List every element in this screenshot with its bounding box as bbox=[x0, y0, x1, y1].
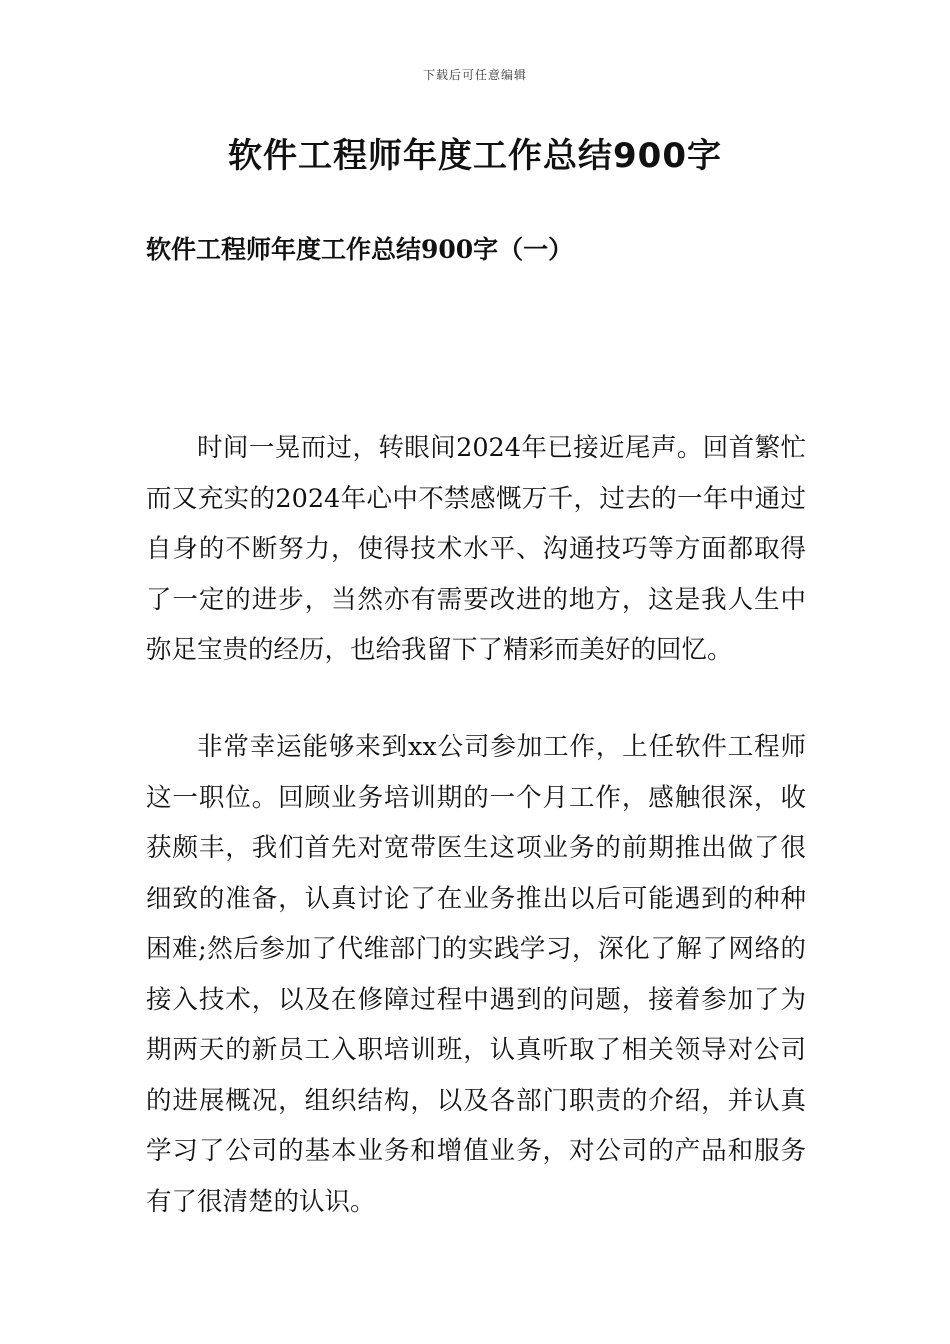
paragraph-2: 非常幸运能够来到xx公司参加工作，上任软件工程师这一职位。回顾业务培训期的一个月工作，感触很深，收获颇丰，我们首先对宽带医生这项业务的前期推出做了很细致的准备，认真讨论了在业务推出以后可能遇到的种种困难;然后参加了代维部门的实践学习，深化了解了网络的接入技术，以及在修障过程中遇到的问题，接着参加了为期两天的新员工入职培训班，认真听取了相关领导对公司的进展概况，组织结构，以及各部门职责的介绍，并认真学习了公司的基本业务和增值业务，对公司的产品和服务有了很清楚的认识。 bbox=[146, 732, 806, 1217]
header-note: 下载后可任意编辑 bbox=[422, 68, 527, 82]
document-title: 软件工程师年度工作总结900字 bbox=[228, 136, 722, 176]
paragraph-1: 时间一晃而过，转眼间2024年已接近尾声。回首繁忙而又充实的2024年心中不禁感慨万千，过去的一年中通过自身的不断努力，使得技术水平、沟通技巧等方面都取得了一定的进步，当然亦有需要改进的地方，这是我人生中弥足宝贵的经历，也给我留下了精彩而美好的回忆。 bbox=[146, 433, 806, 665]
section-subtitle: 软件工程师年度工作总结900字（一） bbox=[146, 235, 574, 264]
